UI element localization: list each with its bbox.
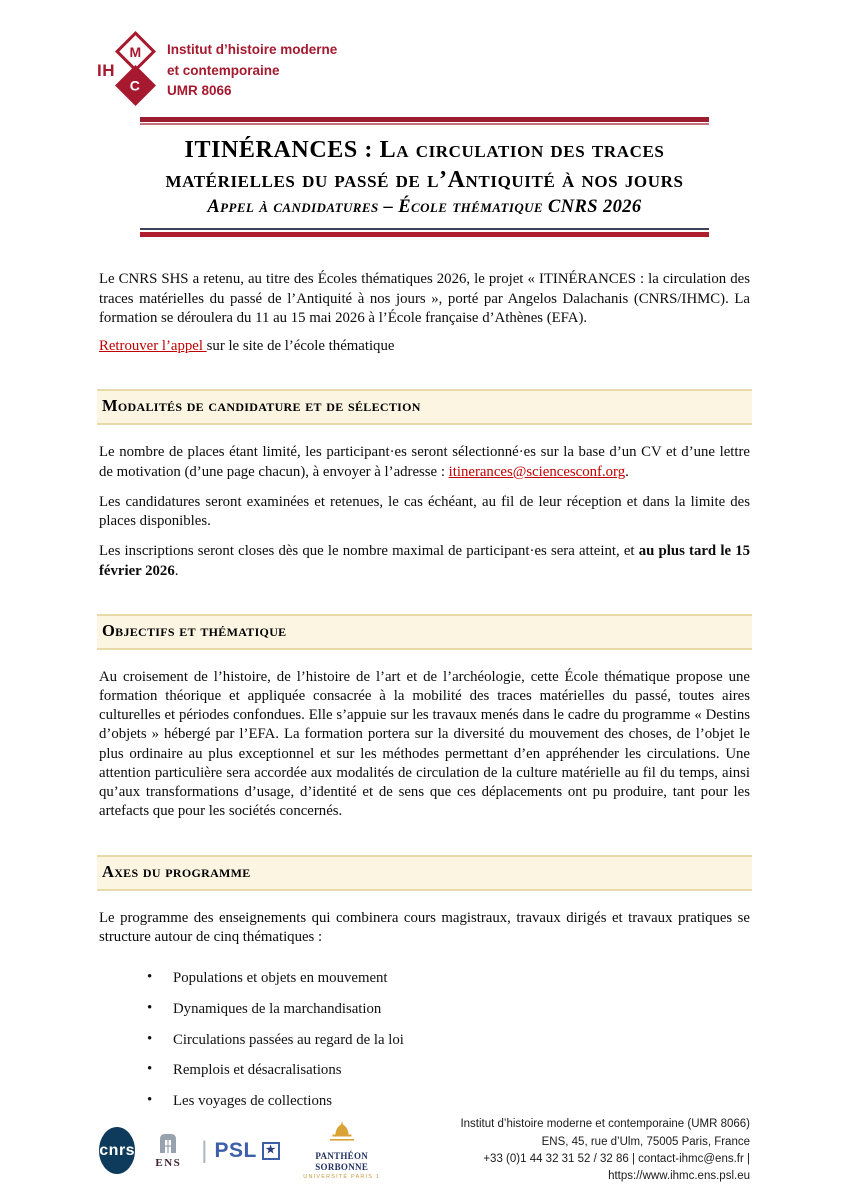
ihmc-logo-mark	[97, 35, 159, 107]
logo-separator: |	[201, 1136, 208, 1164]
list-item	[147, 969, 750, 988]
modalites-p3-period: .	[174, 562, 179, 579]
axes-list	[147, 969, 750, 1123]
footer-contact-line: +33 (0)1 44 32 31 52 / 32 86 | contact-ihmc@ens.fr | https://www.ihmc.ens.psl.eu	[483, 1152, 750, 1183]
cnrs-logo	[99, 1127, 135, 1174]
list-item	[147, 1092, 750, 1111]
title-block	[140, 117, 709, 237]
bullet-icon: •	[147, 999, 153, 1016]
pantheon-logo-subname: UNIVERSITÉ PARIS 1	[303, 1173, 381, 1180]
section-heading-axes	[97, 855, 752, 891]
retrouver-appel-link[interactable]: Retrouver l’appel	[99, 338, 207, 355]
ihmc-diamond-c-icon	[115, 65, 156, 106]
footer-street-line: ENS, 45, rue d’Ulm, 75005 Paris, France	[541, 1135, 750, 1148]
deadline-bold-text: au plus tard le 15 février 2026	[99, 543, 750, 579]
bullet-icon: •	[147, 969, 153, 986]
list-item-label: Circulations passées au regard de la loi	[173, 1031, 404, 1048]
ens-logo-label: ENS	[155, 1157, 182, 1170]
cnrs-logo-label: cnrs	[99, 1141, 136, 1159]
footer-address	[384, 1116, 750, 1185]
bullet-icon: •	[147, 1030, 153, 1047]
bullet-icon: •	[147, 1092, 153, 1109]
footer-institute-line: Institut d’histoire moderne et contemporaine (UMR 8066)	[460, 1118, 750, 1131]
modalites-p1-text: Le nombre de places étant limité, les participant·es seront sélectionné·es sur la base d’un CV et d’une lettre de motivation (d’une page chacun), à envoyer à l’adresse :	[99, 444, 750, 480]
list-item-label: Populations et objets en mouvement	[173, 970, 388, 987]
ihmc-diamond-c-letter: C	[130, 77, 141, 94]
section-heading-modalites	[97, 389, 752, 425]
bullet-icon: •	[147, 1061, 153, 1078]
modalites-p3-text: Les inscriptions seront closes dès que le nombre maximal de participant·es sera atteint, et	[99, 543, 639, 560]
modalites-paragraph-2: Les candidatures seront examinées et retenues, le cas échéant, au fil de leur réception et dans la limite des places disponibles.	[99, 493, 750, 530]
appel-link-line	[99, 337, 750, 356]
partner-logos	[99, 1121, 384, 1180]
pantheon-logo-name: PANTHÉON SORBONNE	[315, 1151, 369, 1173]
intro-paragraph: Le CNRS SHS a retenu, au titre des Écoles thématiques 2026, le projet « ITINÉRANCES : la circulation des traces matérielles du passé de l’Antiquité à nos jours », porté par Angelos Dalachanis (CNRS/IHMC). La formation se déroulera du 11 au 15 mai 2026 à l’École française d’Athènes (EFA).	[99, 271, 750, 326]
ihmc-logo-ih-text: IH	[97, 61, 115, 80]
section-heading-axes-label: Axes du programme	[102, 861, 251, 881]
title-rule-top	[140, 117, 709, 125]
section-heading-modalites-label: Modalités de candidature et de sélection	[102, 396, 421, 416]
list-item	[147, 1031, 750, 1050]
appel-link-suffix: sur le site de l’école thématique	[206, 338, 395, 355]
psl-star-glyph: ★	[265, 1144, 277, 1157]
axes-intro-paragraph: Le programme des enseignements qui combinera cours magistraux, travaux dirigés et travaux pratiques se structure autour de cinq thématiques :	[99, 909, 750, 945]
title-rule-bottom	[140, 228, 709, 237]
ens-building-icon	[156, 1132, 180, 1153]
ihmc-name-line2: et contemporaine	[167, 62, 280, 78]
list-item	[147, 1000, 750, 1019]
ihmc-umr-number: UMR 8066	[167, 83, 232, 99]
pantheon-dome-icon	[329, 1121, 355, 1143]
modalites-paragraph-3	[99, 542, 750, 580]
section-heading-objectifs-label: Objectifs et thématique	[102, 620, 287, 640]
psl-logo	[215, 1139, 280, 1163]
objectifs-paragraph: Au croisement de l’histoire, de l’histoire de l’art et de l’archéologie, cette École thématique propose une formation théorique et appliquée consacrée à la mobilité des traces matérielles du passé, toutes aires culturelles et périodes confondues. Elle s’appuie sur les travaux menés dans le cadre du programme « Destins d’objets » hébergé par l’EFA. La formation portera sur la diversité du mouvement des choses, de l’objet le plus ordinaire au plus exceptionnel et sur les méthodes permettant d’en appréhender les circulations. Une attention particulière sera accordée aux modalités de circulation de la culture matérielle au fil du temps, ainsi qu’aux transformations d’usage, d’identité et de sens que ces déplacements ont pu produire, tant pour les artefacts que pour les sociétés concernés.	[99, 668, 750, 820]
ihmc-logo-text	[167, 40, 337, 103]
ens-logo	[155, 1132, 181, 1169]
psl-logo-label: PSL	[214, 1138, 257, 1162]
document-title-line2: matérielles du passé de l’Antiquité à nos jours	[165, 167, 684, 194]
modalites-p1-period: .	[625, 463, 629, 480]
footer	[99, 1118, 750, 1183]
ihmc-logo	[97, 35, 750, 107]
modalites-paragraph-1	[99, 443, 750, 481]
list-item-label: Remplois et désacralisations	[173, 1062, 342, 1079]
section-heading-objectifs	[97, 614, 752, 650]
document-subtitle: Appel à candidatures – École thématique CNRS 2026	[207, 197, 642, 218]
psl-star-icon	[262, 1142, 280, 1160]
email-link[interactable]: itinerances@sciencesconf.org	[448, 463, 626, 480]
list-item-label: Dynamiques de la marchandisation	[173, 1000, 382, 1017]
psl-group	[201, 1137, 280, 1165]
document-title-line1: ITINÉRANCES : La circulation des traces	[184, 137, 665, 163]
ihmc-name-line1: Institut d’histoire moderne	[167, 41, 338, 57]
ihmc-diamond-m-letter: M	[129, 43, 142, 60]
pantheon-sorbonne-logo	[300, 1121, 384, 1180]
list-item	[147, 1061, 750, 1080]
list-item-label: Les voyages de collections	[173, 1093, 333, 1110]
